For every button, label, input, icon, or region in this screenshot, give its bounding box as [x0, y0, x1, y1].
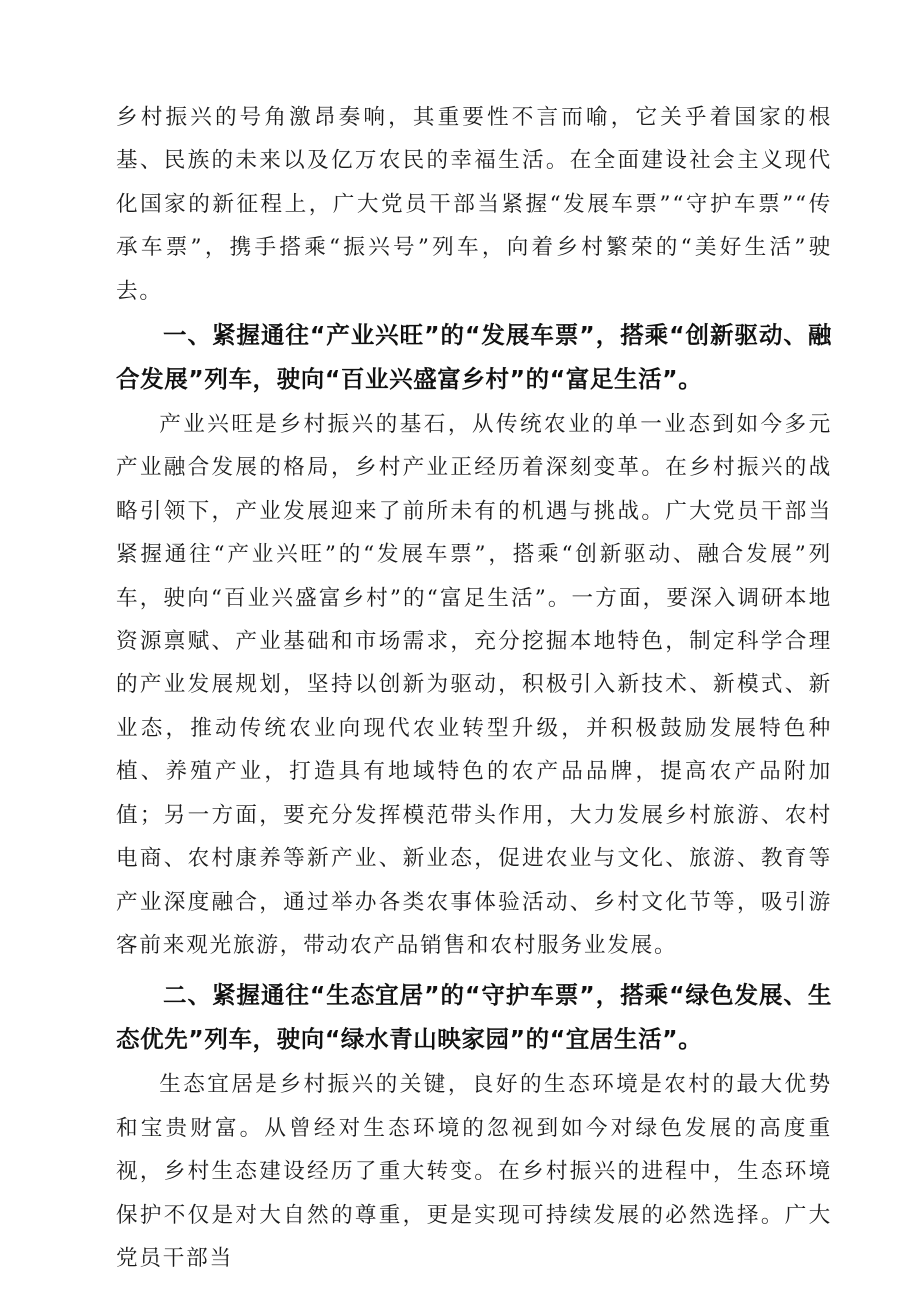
document-page: [116, 96, 832, 1280]
section-1-body: 产业兴旺是乡村振兴的基石，从传统农业的单一业态到如今多元产业融合发展的格局，乡村产业正经历着深刻变革。在乡村振兴的战略引领下，产业发展迎来了前所未有的机遇与挑战。广大党员干部当紧握通往“产业兴旺”的“发展车票”，搭乘“创新驱动、融合发展”列车，驶向“百业兴盛富乡村”的“富足生活”。一方面，要深入调研本地资源禀赋、产业基础和市场需求，充分挖掘本地特色，制定科学合理的产业发展规划，坚持以创新为驱动，积极引入新技术、新模式、新业态，推动传统农业向现代农业转型升级，并积极鼓励发展特色种植、养殖产业，打造具有地域特色的农产品品牌，提高农产品附加值；另一方面，要充分发挥模范带头作用，大力发展乡村旅游、农村电商、农村康养等新产业、新业态，促进农业与文化、旅游、教育等产业深度融合，通过举办各类农事体验活动、乡村文化节等，吸引游客前来观光旅游，带动农产品销售和农村服务业发展。: [116, 412, 832, 958]
intro-paragraph: 乡村振兴的号角激昂奏响，其重要性不言而喻，它关乎着国家的根基、民族的未来以及亿万农民的幸福生活。在全面建设社会主义现代化国家的新征程上，广大党员干部当紧握“发展车票”“守护车票”“传承车票”，携手搭乘“振兴号”列车，向着乡村繁荣的“美好生活”驶去。: [116, 105, 832, 304]
section-2-heading: 二、紧握通往“生态宜居”的“守护车票”，搭乘“绿色发展、生态优先”列车，驶向“绿水青山映家园”的“宜居生活”。: [116, 981, 832, 1054]
section-2-body: 生态宜居是乡村振兴的关键，良好的生态环境是农村的最大优势和宝贵财富。从曾经对生态环境的忽视到如今对绿色发展的高度重视，乡村生态建设经历了重大转变。在乡村振兴的进程中，生态环境保护不仅是对大自然的尊重，更是实现可持续发展的必然选择。广大党员干部当: [116, 1072, 832, 1271]
section-1-heading: 一、紧握通往“产业兴旺”的“发展车票”，搭乘“创新驱动、融合发展”列车，驶向“百业兴盛富乡村”的“富足生活”。: [116, 321, 832, 394]
